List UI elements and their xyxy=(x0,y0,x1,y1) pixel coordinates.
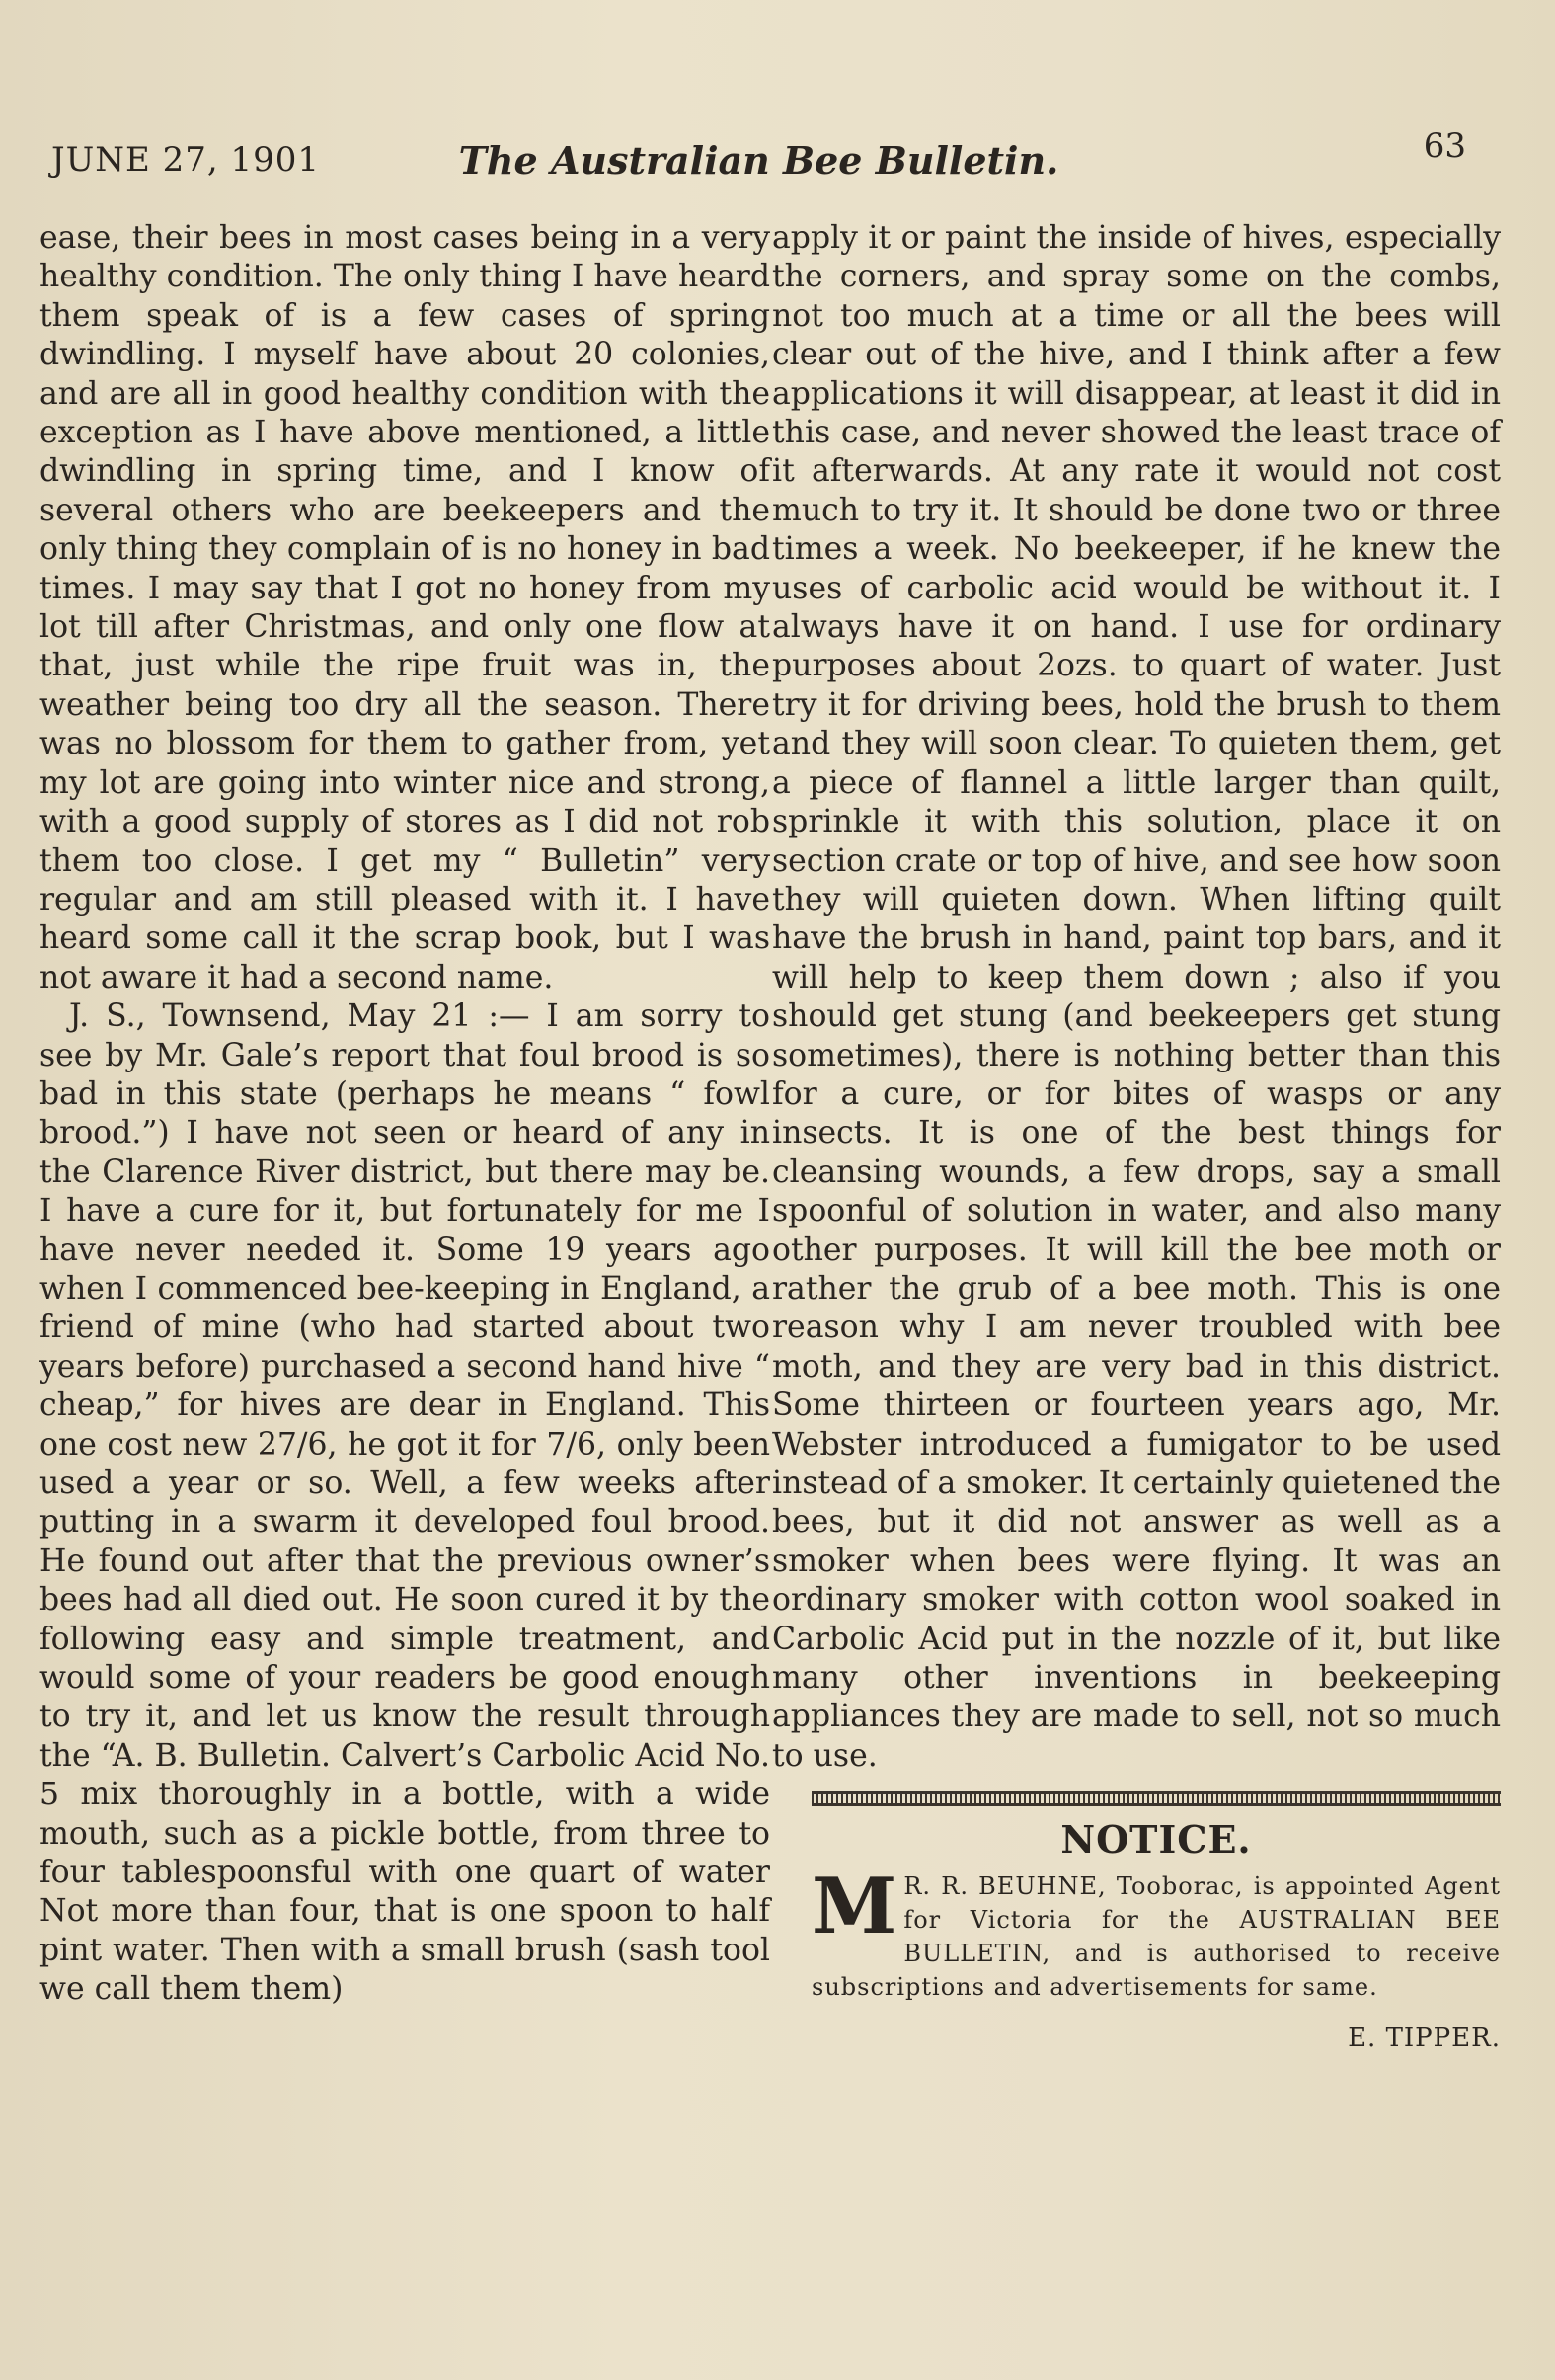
running-header xyxy=(51,126,1466,183)
notice-heading: NOTICE. xyxy=(1060,1817,1252,1863)
letter-js-townsend-paragraph: J. S., Townsend, May 21 :— I am sorry to see by Mr. Gale’s report that foul brood is so bad in this state (perhaps he means “ fowl brood.”) I have not seen or heard of any in the Clarence River district, but there may be. I have a cure for it, but fortunately for me I have never needed it. Some 19 years ago when I commenced bee-keeping in England, a friend of mine (who had started about two years before) purchased a second hand hive “ cheap,” for hives are dear in England. This one cost new 27/6, he got it for 7/6, only been used a year or so. Well, a few weeks after putting in a swarm it developed foul brood. He found out after that the previous owner’s bees had all died out. He soon cured it by the following easy and simple treatment, and would some of your readers be good enough to try it, and let us know the result through the “A. B. Bulletin. Calvert’s Carbolic Acid No. 5 mix thoroughly in a bottle, with a wide mouth, such as a pickle bottle, from three to four tablespoonsful with one quart of water Not more than four, that is one spoon to half pint water. Then with a small brush (sash tool we call them them) xyxy=(39,998,770,2008)
notice-body xyxy=(812,1862,1501,2055)
issue-date: JUNE 27, 1901 xyxy=(51,140,321,180)
notice-signature: E. TIPPER. xyxy=(1348,2023,1501,2054)
publication-title: The Australian Bee Bulletin. xyxy=(458,138,1059,183)
left-column xyxy=(39,219,770,2010)
notice-text: R. R. BEUHNE, Tooborac, is appointed Agent for Victoria for the AUSTRALIAN BEE BULLETIN, and is authorised to receive subscriptions and advertisements for same. xyxy=(812,1872,1501,2002)
section-divider xyxy=(812,1791,1501,1806)
letter-continuation-paragraph: ease, their bees in most cases being in a very healthy condition. The only thing I have heard them speak of is a few cases of spring dwindling. I myself have about 20 colonies, and are all in good healthy condition with the exception as I have above mentioned, a little dwindling in spring time, and I know of several others who are beekeepers and the only thing they complain of is no honey in bad times. I may say that I got no honey from my lot till after Christmas, and only one flow at that, just while the ripe fruit was in, the weather being too dry all the season. There was no blossom for them to gather from, yet my lot are going into winter nice and strong, with a good supply of stores as I did not rob them too close. I get my “ Bulletin” very regular and am still pleased with it. I have heard some call it the scrap book, but I was not aware it had a second name. xyxy=(39,220,770,995)
carbolic-acid-paragraph: apply it or paint the inside of hives, especially the corners, and spray some on the combs, not too much at a time or all the bees will clear out of the hive, and I think after a few applications it will disappear, at least it did in this case, and never showed the least trace of it afterwards. At any rate it would not cost much to try it. It should be done two or three times a week. No beekeeper, if he knew the uses of carbolic acid would be without it. I always have it on hand. I use for ordinary purposes about 2ozs. to quart of water. Just try it for driving bees, hold the brush to them and they will soon clear. To quieten them, get a piece of flannel a little larger than quilt, sprinkle it with this solution, place it on section crate or top of hive, and see how soon they will quieten down. When lifting quilt have the brush in hand, paint top bars, and it will help to keep them down ; also if you should get stung (and beekeepers get stung sometimes), there is nothing better than this for a cure, or for bites of wasps or any insects. It is one of the best things for cleansing wounds, a few drops, say a small spoonful of solution in water, and also many other purposes. It will kill the bee moth or rather the grub of a bee moth. This is one reason why I am never troubled with bee moth, and they are very bad in this district. Some thirteen or fourteen years ago, Mr. Webster introduced a fumigator to be used instead of a smoker. It certainly quietened the bees, but it did not answer as well as a smoker when bees were flying. It was an ordinary smoker with cotton wool soaked in Carbolic Acid put in the nozzle of it, but like many other inventions in beekeeping appliances they are made to sell, not so much to use. xyxy=(772,220,1501,1774)
page-number: 63 xyxy=(1423,126,1466,166)
notice-dropcap: M xyxy=(812,1862,898,1952)
right-column xyxy=(772,219,1501,2055)
